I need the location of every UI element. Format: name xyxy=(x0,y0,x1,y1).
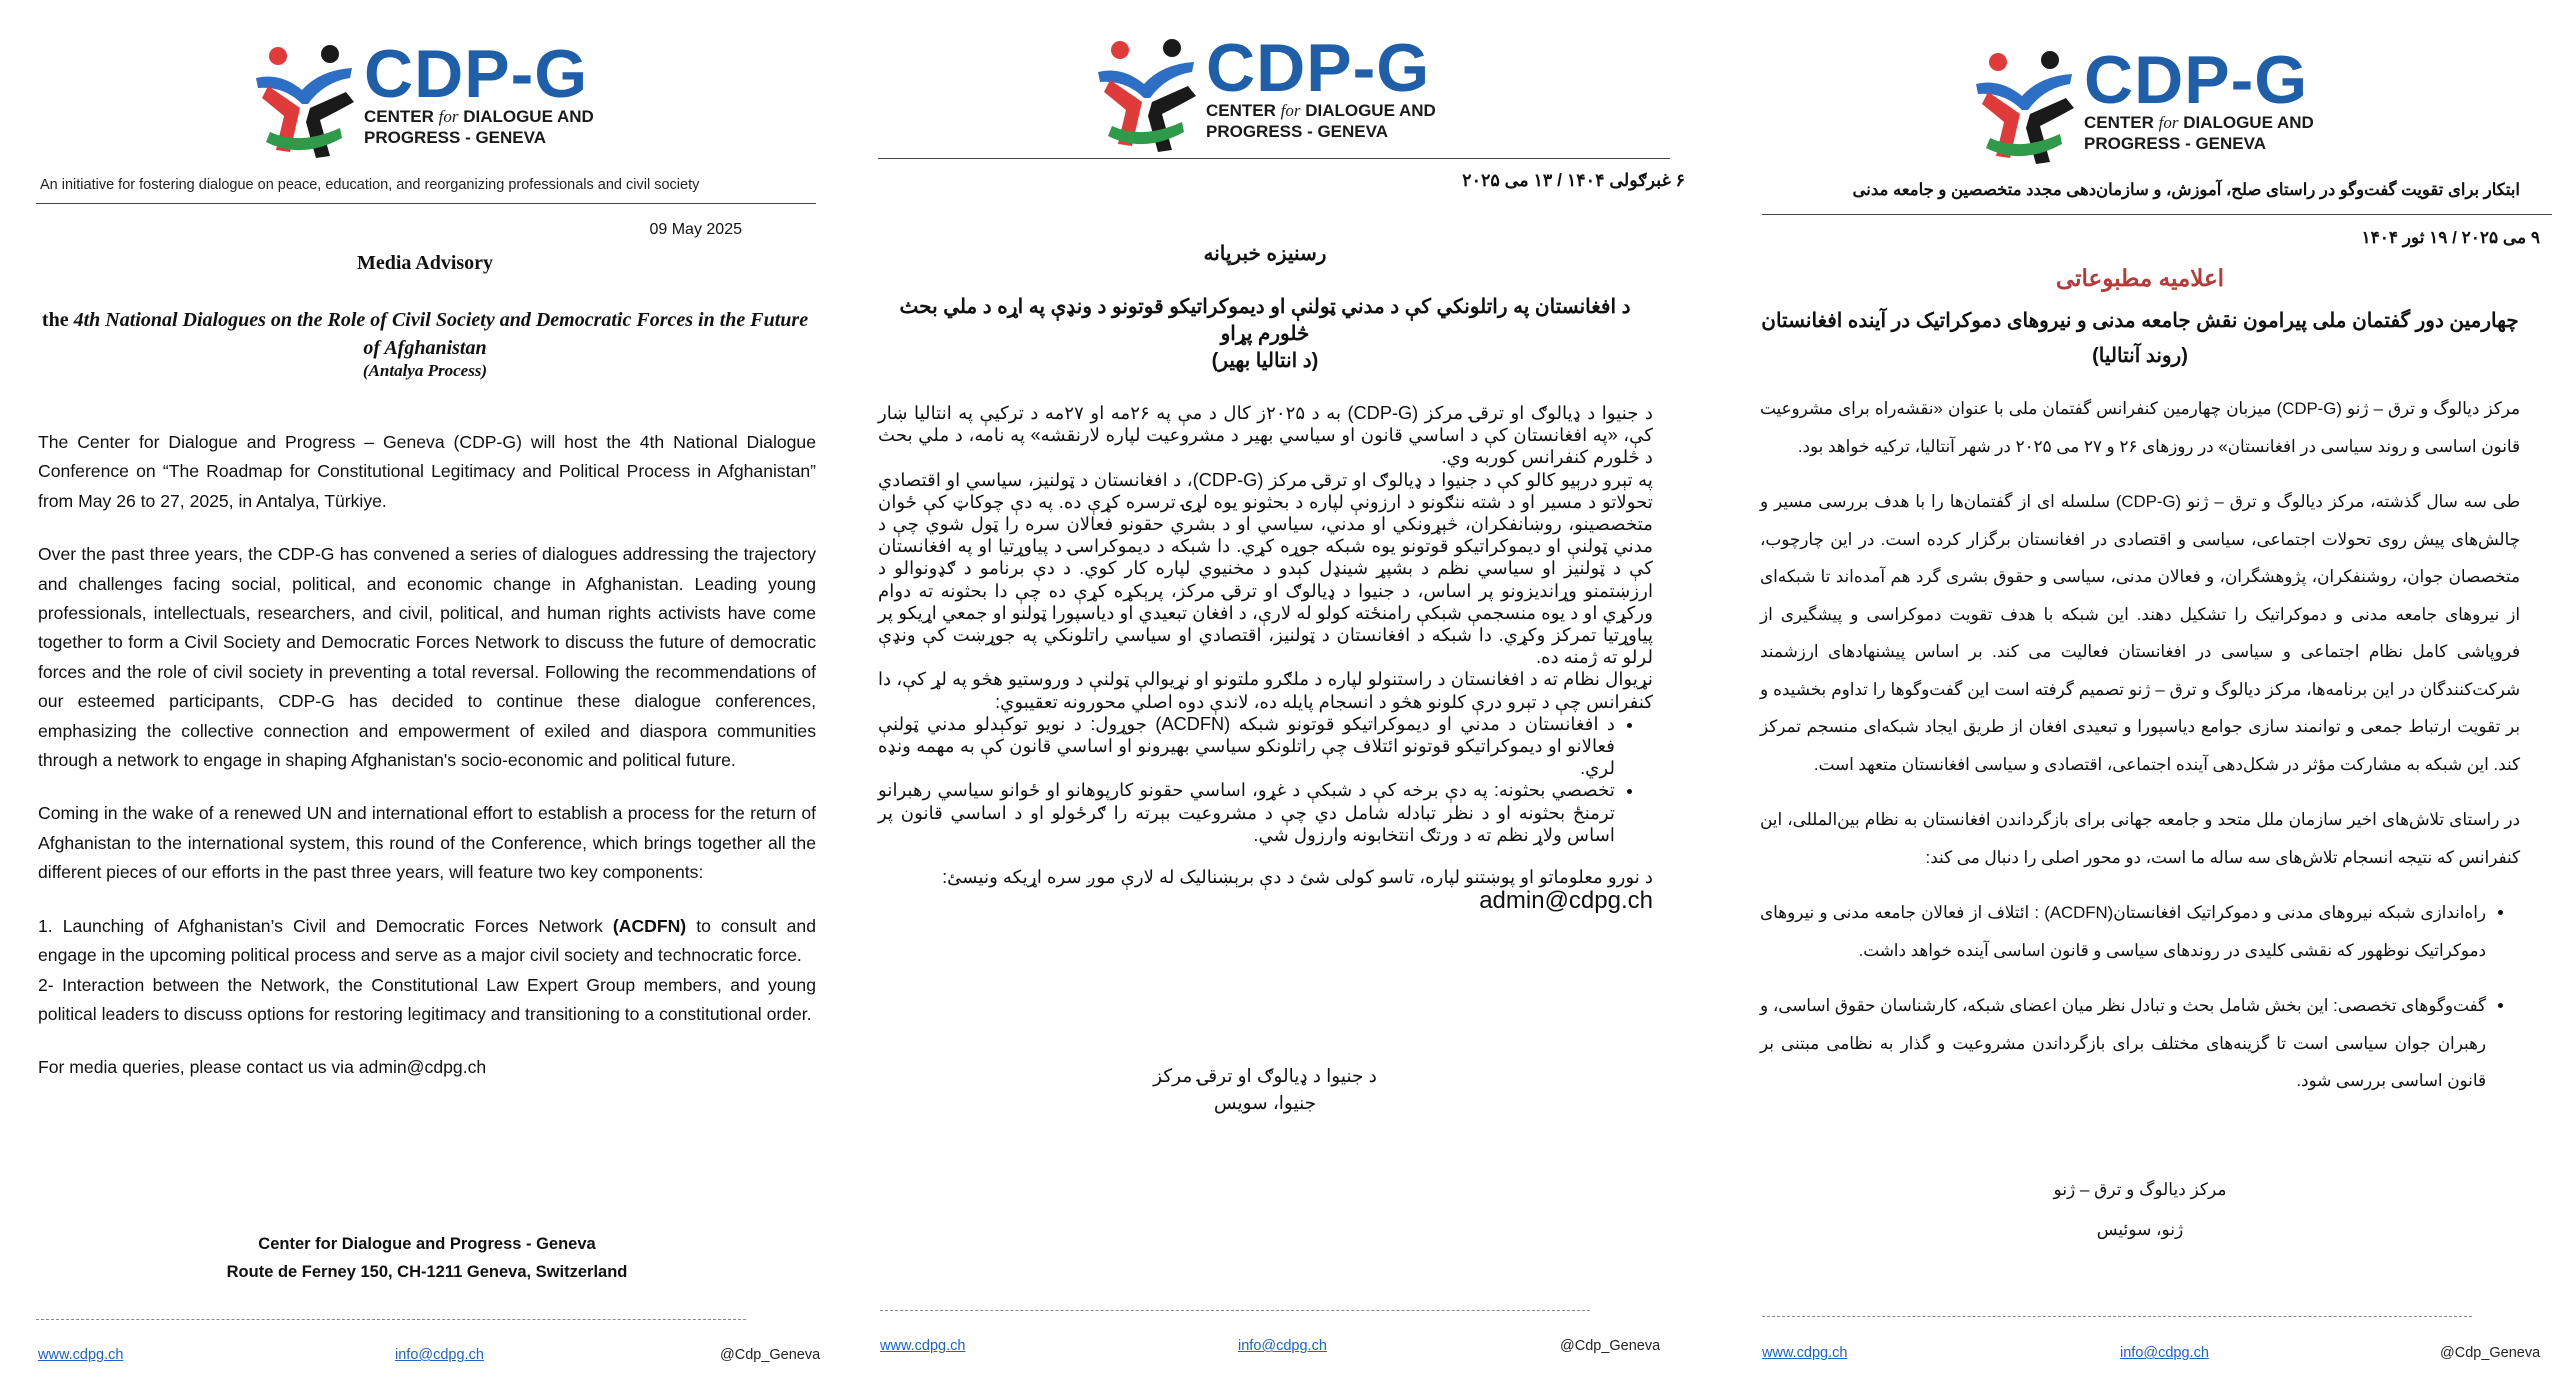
signature-org: د جنيوا د ډيالوګ او ترقۍ مرکز xyxy=(1153,1065,1377,1086)
bullet-list xyxy=(1760,894,2520,1100)
english-body xyxy=(38,428,816,1107)
paragraph: در راستای تلاش‌های اخیر سازمان ملل متحد و جامعه جهانی برای بازگرداندن افغانستان به نظام بین‌المللی، این کنفرانس که نتیجه انسجام تلاش‌های سه ساله ما است، دو محور اصلی را دنبال می کند: xyxy=(1760,810,2520,867)
press-release-heading: رسنيزه خبرپانه xyxy=(1203,243,1327,265)
cdpg-logo xyxy=(1092,30,1436,156)
persian-body xyxy=(1760,390,2520,1118)
media-advisory-heading: Media Advisory xyxy=(356,252,494,274)
list-item: • د افغانستان د مدني او ديموکراتيکو قوتونو شبکه (ACDFN) جوړول: د نويو توکېدلو مدني ټولنې فعالانو او ديموکراتيکو قوتونو ائتلاف چې راتلونکو سياسي بهيرونو او اساسي قانون کې به مهمه ونډه لري. xyxy=(878,713,1615,780)
website-link[interactable]: www.cdpg.ch xyxy=(880,1338,966,1354)
document-title: چهارمین دور گفتمان ملی پیرامون نقش جامعه مدنی و نیروهای دموکراتیک در آینده افغانستان xyxy=(1761,310,2519,332)
header-rule xyxy=(1762,214,2552,215)
tagline: An initiative for fostering dialogue on peace, education, and reorganizing professionals and civil society xyxy=(40,177,700,193)
contact-line: For media queries, please contact us via admin@cdpg.ch xyxy=(38,1057,487,1078)
logo-line-2: PROGRESS - GENEVA xyxy=(2084,134,2266,153)
social-handle: @Cdp_Geneva xyxy=(720,1347,821,1363)
date: 09 May 2025 xyxy=(649,221,742,238)
logo-name: CDP-G xyxy=(364,36,589,112)
email-link[interactable]: info@cdpg.ch xyxy=(395,1347,484,1363)
document-subtitle: (د انتاليا بهير) xyxy=(1211,350,1319,372)
people-figures-icon xyxy=(1092,36,1202,156)
paragraph: Coming in the wake of a renewed UN and international effort to establish a process for the return of Afghanistan to the international system, this round of the Conference, which brings together all the different pieces of our efforts in the past three years, will feature two key components: xyxy=(38,803,816,883)
contact-line: د نورو معلوماتو او پوښتنو لپاره، تاسو کولی شئ د دې برېښناليک له لارې موږ سره اړيکه ونيسئ: xyxy=(942,867,1653,888)
logo-name: CDP-G xyxy=(2084,42,2309,118)
address-block xyxy=(38,1230,816,1286)
footer-divider xyxy=(880,1310,1590,1311)
pashto-body xyxy=(878,402,1653,914)
date: ۹ می ۲۰۲۵ / ۱۹ ثور ۱۴۰۴ xyxy=(2361,228,2540,247)
paragraph: مرکز دیالوگ و ترق – ژنو (CDP-G) میزبان چهارمین کنفرانس گفتمان ملی با عنوان «نقشه‌راه برای مشروعیت قانون اساسی و روند سیاسی در افغانستان» در روزهای ۲۶ و ۲۷ می ۲۰۲۵ در شهر آنتالیا، ترکیه خواهد بود. xyxy=(1760,399,2520,456)
signature-org: مرکز دیالوگ و ترق – ژنو xyxy=(2053,1180,2227,1199)
list-item: • گفت‌وگوهای تخصصی: این بخش شامل بحث و تبادل نظر میان اعضای شبکه، کارشناسان حقوق اساسی، و رهبران جوان سیاسی است تا گزینه‌های مختلف برای بازگرداندن مشروعیت و گذار به نظامی مبتنی بر قانون اساسی بررسی شود. xyxy=(1760,987,2486,1100)
list-item: • راه‌اندازی شبکه نیروهای مدنی و دموکراتیک افغانستان(ACDFN) : ائتلاف از فعالان جامعه مدنی و نیروهای دموکراتیک نوظهور که نقشی کلیدی در روندهای سیاسی و قانون اساسی آینده خواهد داشت. xyxy=(1760,894,2486,969)
social-handle: @Cdp_Geneva xyxy=(1560,1338,1661,1354)
paragraph: طی سه سال گذشته، مرکز دیالوگ و ترق – ژنو (CDP-G) سلسله ای از گفتمان‌ها را با هدف بررسی مسیر و چالش‌های پیش روی تحولات اجتماعی، سیاسی و اقتصادی در افغانستان برگزار کرده است. در این چارچوب، متخصصان جوان، روشنفکران، پژوهشگران، و فعالان مدنی، سیاسی و حقوق بشری گرد هم آمده‌اند تا شبکه‌ای از نیروهای جامعه مدنی و دموکراتیک را تشکیل دهند. این شبکه با هدف تقویت دموکراسی و پیشگیری از فروپاشی کامل نظام اجتماعی و سیاسی در افغانستان فعالیت می کند. بر اساس پیشنهادهای ارزشمند شرکت‌کنندگان در این برنامه‌ها، مرکز دیالوگ و ترق – ژنو تصمیم گرفته است این گفت‌وگوها را تداوم بخشیده و بر تقویت ارتباط جمعی و توانمند سازی جوامع دیاسپورا و تبعیدی افغان از طریق ایجاد شبکه‌ای منسجم تمرکز کند. این شبکه به مشارکت مؤثر در شکل‌دهی آینده اجتماعی، اقتصادی و سیاسی افغانستان متعهد است. xyxy=(1760,492,2520,774)
footer-divider xyxy=(36,1319,746,1320)
english-page xyxy=(0,0,850,1380)
email-link[interactable]: info@cdpg.ch xyxy=(2120,1345,2209,1361)
paragraph: د جنيوا د ډيالوګ او ترقۍ مرکز (CDP-G) به د ۲۰۲۵ز کال د مې په ۲۶مه او ۲۷مه د ترکيې په انتاليا ښار کې، «په افغانستان کې د اساسي قانون او سياسي بهير د مشروعيت لپاره لارنقشه» په نامه، د ملي بحث د څلورم کنفرانس کوربه وي. xyxy=(878,403,1653,468)
logo-name: CDP-G xyxy=(1206,30,1431,106)
signature-location: ژنو، سوئیس xyxy=(2096,1220,2184,1239)
email-link[interactable]: info@cdpg.ch xyxy=(1238,1338,1327,1354)
press-release-heading: اعلامیه مطبوعاتی xyxy=(2055,265,2225,291)
logo-line-1: CENTER for DIALOGUE AND xyxy=(2084,113,2314,132)
paragraph: The Center for Dialogue and Progress – Geneva (CDP-G) will host the 4th National Dialogue Conference on “The Roadmap for Constitutional Legitimacy and Political Process in Afghanistan” from May 26 to 27, 2025, in Antalya, Türkiye. xyxy=(38,432,816,511)
social-handle: @Cdp_Geneva xyxy=(2440,1345,2541,1361)
organization-name: Center for Dialogue and Progress - Geneva xyxy=(258,1235,596,1253)
paragraph: Over the past three years, the CDP-G has convened a series of dialogues addressing the trajectory and challenges facing social, political, and economic change in Afghanistan. Leading young professionals, intellectuals, researchers, and civil, political, and human rights activists have come together to form a Civil Society and Democratic Forces Network to discuss the future of democratic forces and the role of civil society in preventing a total reversal. Following the recommendations of our esteemed participants, CDP-G has decided to continue these dialogue conferences, emphasizing the collective connection and empowerment of exiled and diaspora communities through a network to engage in shaping Afghanistan's socio-economic and political future. xyxy=(38,544,816,771)
signature-location: جنيوا، سويس xyxy=(1213,1092,1317,1113)
signature-block xyxy=(880,1062,1650,1116)
document-title: د افغانستان په راتلونکي کې د مدني ټولنې او ديموکراتيکو قوتونو د ونډې په اړه د ملي بحث xyxy=(899,296,1631,318)
tagline: ابتکار برای تقویت گفت‌وگو در راستای صلح، آموزش، و سازمان‌دهی مجدد متخصصین و جامعه مدنی xyxy=(1852,181,2520,199)
signature-block xyxy=(1760,1170,2520,1250)
document-subtitle: (روند آنتالیا) xyxy=(2092,345,2188,367)
people-figures-icon xyxy=(1970,48,2080,168)
list-item: • تخصصي بحثونه: په دې برخه کې د شبکې د غړو، اساسي حقونو کارپوهانو او ځوانو سياسي رهبرانو ترمنځ بحثونه او د نظر تبادله شامل دي چې د مشروعيت بېرته را ګرځولو او د اساسي قانون پر اساس ولاړ نظم ته د ورتګ انتخابونه وارزول شي. xyxy=(878,779,1615,846)
paragraph: په تېرو درېيو کالو کې د جنيوا د ډيالوګ او ترقۍ مرکز (CDP-G)، د افغانستان د ټولنيز، سياسي او اقتصادي تحولاتو د مسير او د شته ننګونو د ارزونې لپاره د بحثونو يوه لړۍ ترسره کړې ده. په دې چوکاټ کې ځوان متخصصينو، روښانفکران، څېړونکي او مدني، سياسي او د بشري حقونو فعالان سره را ټول شوي چې د مدني ټولنې او ديموکراتيکو قوتونو يوه شبکه جوړه کړي. دا شبکه د ديموکراسۍ د پياوړتيا او په افغانستان کې د ټولنيز او سياسي نظم د بشپړ شينډل کېدو د مخنيوي لپاره کار کوي. د دې برنامو د ګډونوالو د ارزښتمنو وړانديزونو پر اساس، د جنيوا د ډيالوګ او ترقۍ مرکز، پرېکړه کړې ده چې دا بحثونه ته دوام ورکړي او د يوه منسجمې شبکې رامنځته کولو له لارې، د افغان تبعيدي او دياسپورا ټولنو او جمعي اړيکو پر پياوړتيا تمرکز وکړي. دا شبکه د افغانستان د ټولنيز، اقتصادي او سياسي راتلونکي په جوړښت کې ونډې لرلو ته ژمنه ده. xyxy=(878,469,1653,668)
website-link[interactable]: www.cdpg.ch xyxy=(38,1347,124,1363)
document-title: the 4th National Dialogues on the Role of Civil Society and Democratic Forces in the Future of Afghanistan xyxy=(41,309,809,359)
cdpg-logo xyxy=(250,36,594,162)
address: Route de Ferney 150, CH-1211 Geneva, Switzerland xyxy=(226,1263,628,1281)
website-link[interactable]: www.cdpg.ch xyxy=(1762,1345,1848,1361)
list-item: 1. Launching of Afghanistan’s Civil and Democratic Forces Network (ACDFN) to consult and engage in the upcoming political process and serve as a major civil society and technocratic force. xyxy=(38,915,816,966)
logo-line-2: PROGRESS - GENEVA xyxy=(1206,122,1388,141)
date: ۶ غبرګولی ۱۴۰۴ / ۱۳ می ۲۰۲۵ xyxy=(1462,170,1685,190)
people-figures-icon xyxy=(250,42,360,162)
header-rule xyxy=(878,158,1670,159)
header-rule xyxy=(36,203,816,204)
document-title-line-2: څلورم پړاو xyxy=(1220,323,1310,345)
bullet-list xyxy=(878,713,1653,846)
logo-line-1: CENTER for DIALOGUE AND xyxy=(1206,101,1436,120)
paragraph: نړيوال نظام ته د افغانستان د راستنولو لپاره د ملګرو ملتونو او نړيوالې ټولنې د وروستيو هڅو په لړ کې، دا کنفرانس چې د تېرو درې کلونو هڅو د انسجام پايله ده، لاندې دوه اصلي محورونه تعقيبوي: xyxy=(878,669,1653,712)
document-subtitle: (Antalya Process) xyxy=(362,361,488,380)
contact-email[interactable]: admin@cdpg.ch xyxy=(1479,887,1653,915)
logo-line-1: CENTER for DIALOGUE AND xyxy=(364,107,594,126)
logo-line-2: PROGRESS - GENEVA xyxy=(364,128,546,147)
list-item: 2- Interaction between the Network, the Constitutional Law Expert Group members, and young political leaders to discuss options for restoring legitimacy and transitioning to a constitutional order. xyxy=(38,974,816,1024)
cdpg-logo xyxy=(1970,42,2314,168)
footer-divider xyxy=(1762,1316,2472,1317)
